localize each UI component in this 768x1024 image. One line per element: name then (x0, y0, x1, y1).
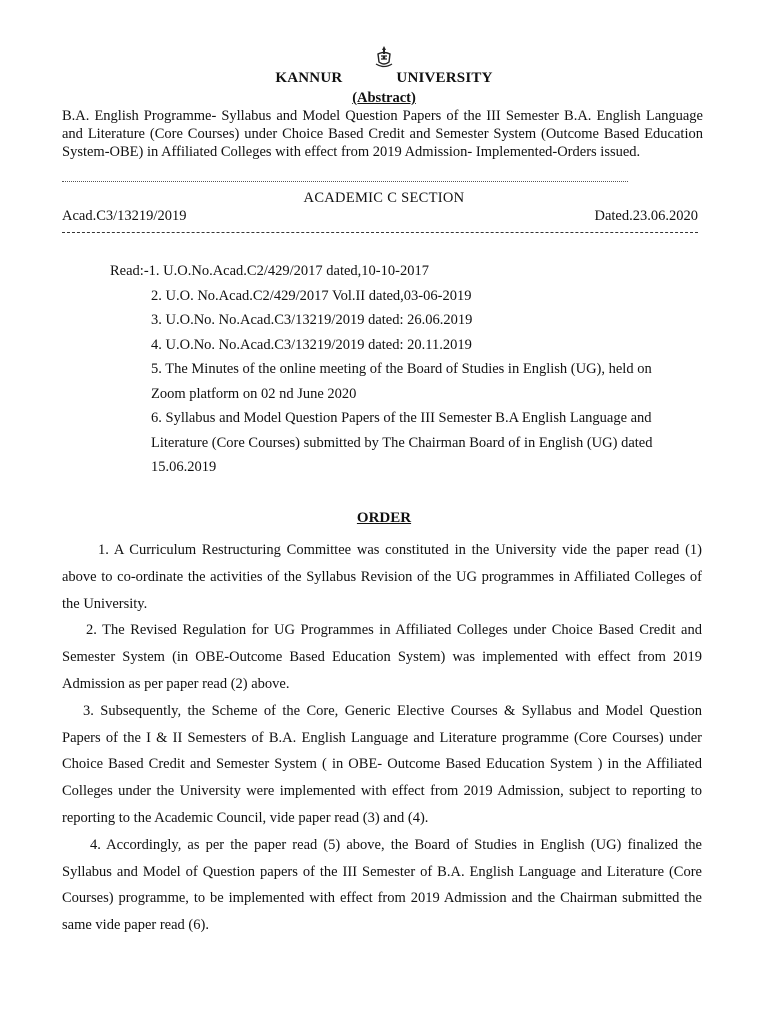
university-name (0, 70, 768, 87)
reference-number: Acad.C3/13219/2019 (62, 208, 187, 224)
university-emblem-icon (372, 44, 396, 70)
section-heading: ACADEMIC C SECTION (303, 190, 465, 206)
dotted-divider (62, 181, 628, 182)
read-references (110, 259, 680, 480)
read-item: 2. U.O. No.Acad.C2/429/2017 Vol.II dated,03-06-2019 (151, 287, 472, 304)
order-paragraph: 4. Accordingly, as per the paper read (5) above, the Board of Studies in English (UG) finalized the Syllabus and Model of Question papers of the III Semester of B.A. English Language and Literature (Core Courses) programme, to be implemented with effect from 2019 Admission and the Chairman submitted the same vide paper read (6). (62, 836, 702, 934)
read-item: 3. U.O.No. No.Acad.C3/13219/2019 dated: 26.06.2019 (151, 312, 473, 328)
order-paragraph: 1. A Curriculum Restructuring Committee was constituted in the University vide the paper read (1) above to co-ordinate the activities of the Syllabus Revision of the UG programmes in Affiliated Colleges of the University. (62, 542, 702, 612)
read-item: Read:-1. U.O.No.Acad.C2/429/2017 dated,10-10-2017 (110, 263, 429, 279)
read-item: 6. Syllabus and Model Question Papers of the III Semester B.A English Language and Literature (Core Courses) submitted by The Chairman Board of in English (UG) dated 15.06.2019 (151, 410, 653, 475)
order-paragraph: 3. Subsequently, the Scheme of the Core, Generic Elective Courses & Syllabus and Model Question Papers of the I & II Semesters of B.A. English Language and Literature programme (Core Courses) under Choice Based Credit and Semester System ( in OBE- Outcome Based Education System ) in the Affiliated Colleges under the University were implemented with effect from 2019 Admission, subject to reporting to reporting to the Academic Council, vide paper read (3) and (4). (62, 702, 702, 826)
order-date: Dated.23.06.2020 (594, 208, 698, 224)
university-name-word1: KANNUR (275, 70, 343, 86)
university-name-word2: UNIVERSITY (396, 70, 493, 86)
read-item: 5. The Minutes of the online meeting of the Board of Studies in English (UG), held on Zoom platform on 02 nd June 2020 (151, 361, 652, 402)
abstract-heading: (Abstract) (352, 90, 416, 106)
order-body (62, 537, 702, 939)
dashed-divider (62, 232, 698, 233)
order-heading: ORDER (356, 510, 412, 526)
read-item: 4. U.O.No. No.Acad.C3/13219/2019 dated: 20.11.2019 (151, 336, 472, 353)
abstract-text: B.A. English Programme- Syllabus and Model Question Papers of the III Semester B.A. English Language and Literature (Core Courses) under Choice Based Credit and Semester System (Outcome Based Education System-OBE) in Affiliated Colleges with effect from 2019 Admission- Implemented-Orders issued. (62, 108, 703, 160)
order-paragraph: 2. The Revised Regulation for UG Programmes in Affiliated Colleges under Choice Based Credit and Semester System (in OBE-Outcome Based Education System) was implemented with effect from 2019 Admission as per paper read (2) above. (62, 622, 702, 692)
